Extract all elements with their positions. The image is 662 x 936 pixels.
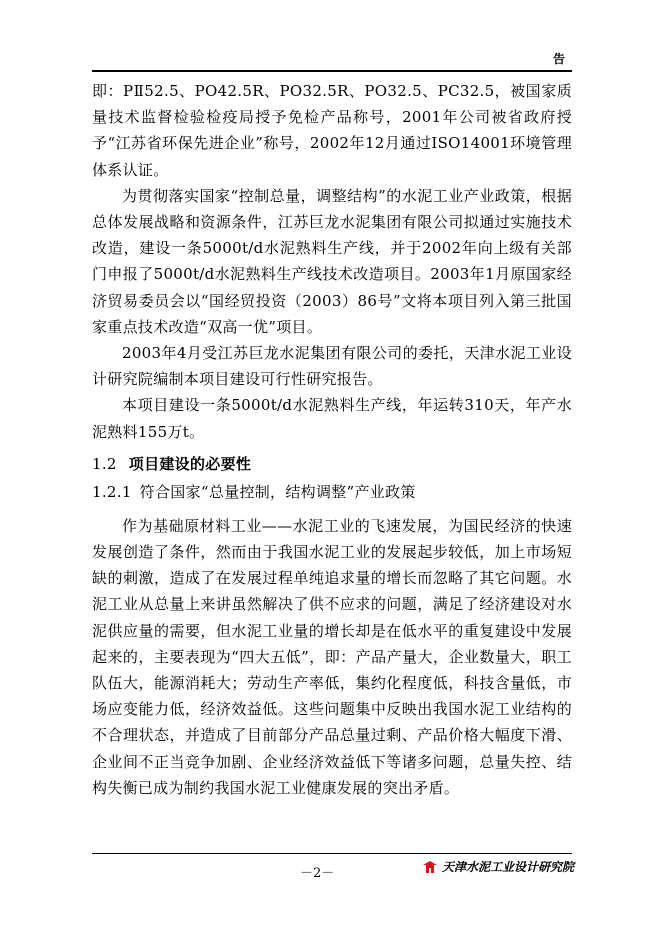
paragraph-project-scale: 本项目建设一条5000t/d水泥熟料生产线，年运转310天，年产水泥熟料155万t。 [92,396,572,441]
page-number: －2－ [300,866,335,881]
paragraph-policy-background: 为贯彻落实国家“控制总量，调整结构”的水泥工业产业政策，根据总体发展战略和资源条件，江苏巨龙水泥集团有限公司拟通过实施技术改造，建设一条5000t/d水泥熟料生产线，并于2002年向上级有关部门申报了5000t/d水泥熟料生产线技术改造项目。2003年1月原国家经济贸易委员会以“国经贸投资（2003）86号”文将本项目列入第三批国家重点技术改造“双高一优”项目。 [92,186,572,336]
section-number: 1.2 [92,454,117,473]
institute-logo-icon [422,860,438,874]
section-heading [92,451,572,477]
footer-rule [92,853,572,854]
subsection-number: 1.2.1 [92,482,132,501]
document-body [92,78,572,801]
paragraph-product-certification: 即：PⅡ52.5、PO42.5R、PO32.5R、PO32.5、PC32.5，被国家质量技术监督检验检疫局授予免检产品称号，2001年公司被省政府授予“江苏省环保先进企业”称号，2002年12月通过ISO14001环境管理体系认证。 [92,82,572,179]
organization-name: 天津水泥工业设计研究院 [442,860,575,874]
subsection-heading [92,479,572,505]
paragraph-commission: 2003年4月受江苏巨龙水泥集团有限公司的委托，天津水泥工业设计研究院编制本项目建设可行性研究报告。 [92,344,572,389]
subsection-title: 符合国家“总量控制，结构调整”产业政策 [139,482,416,501]
header-corner-text: 告 [553,52,566,66]
footer-organization [422,858,574,875]
header-rule [92,70,572,72]
section-title: 项目建设的必要性 [128,454,252,473]
paragraph-industry-analysis: 作为基础原材料工业——水泥工业的飞速发展，为国民经济的快速发展创造了条件，然而由于我国水泥工业的发展起步较低，加上市场短缺的刺激，造成了在发展过程单纯追求量的增长而忽略了其它问题。水泥工业从总量上来讲虽然解决了供不应求的问题，满足了经济建设对水泥供应量的需要，但水泥工业量的增长却是在低水平的重复建设中发展起来的，主要表现为“四大五低”，即：产品产量大，企业数量大，职工队伍大，能源消耗大；劳动生产率低，集约化程度低，科技含量低，市场应变能力低，经济效益低。这些问题集中反映出我国水泥工业结构的不合理状态，并造成了目前部分产品总量过剩、产品价格大幅度下滑、企业间不正当竞争加剧、企业经济效益低下等诸多问题，总量失控、结构失衡已成为制约我国水泥工业健康发展的突出矛盾。 [92,516,572,797]
